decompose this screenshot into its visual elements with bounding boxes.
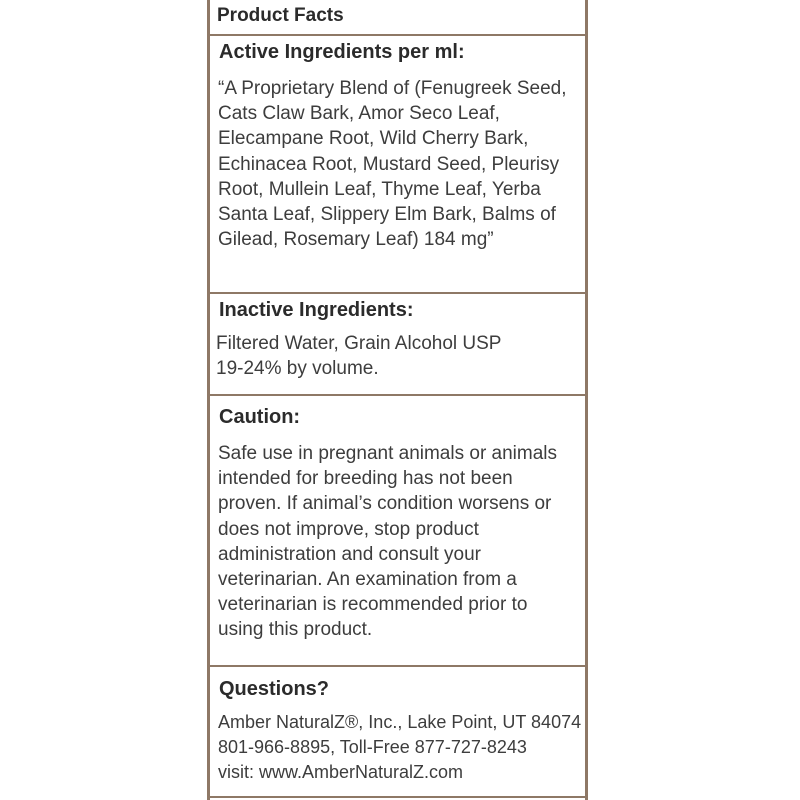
active-ingredients-heading: Active Ingredients per ml: [219, 41, 465, 63]
divider [210, 665, 585, 667]
text-line: Echinacea Root, Mustard Seed, Pleurisy [218, 153, 560, 175]
text-line: Filtered Water, Grain Alcohol USP [216, 333, 502, 354]
product-facts-panel [207, 0, 588, 800]
text-line: intended for breeding has not been [218, 468, 513, 490]
text-line: veterinarian. An examination from a [218, 569, 517, 591]
text-line: proven. If animal’s condition worsens or [218, 493, 552, 515]
text-line: Cats Claw Bark, Amor Seco Leaf, [218, 103, 500, 125]
text-line: Root, Mullein Leaf, Thyme Leaf, Yerba [218, 178, 541, 200]
active-ingredients-text [218, 76, 593, 252]
divider [210, 394, 585, 396]
questions-text [218, 710, 593, 786]
divider [210, 292, 585, 294]
text-line: Santa Leaf, Slippery Elm Bark, Balms of [218, 204, 556, 226]
text-line: Elecampane Root, Wild Cherry Bark, [218, 128, 529, 150]
website-link[interactable]: visit: www.AmberNaturalZ.com [218, 762, 464, 783]
text-line: “A Proprietary Blend of (Fenugreek Seed, [218, 78, 567, 99]
text-line: 19-24% by volume. [216, 358, 379, 380]
text-line: Gilead, Rosemary Leaf) 184 mg” [218, 229, 494, 251]
divider [210, 34, 585, 36]
caution-text [218, 441, 593, 643]
contact-line: 801-966-8895, Toll-Free 877-727-8243 [218, 737, 527, 758]
divider [210, 796, 585, 798]
text-line: using this product. [218, 619, 373, 641]
panel-title: Product Facts [217, 5, 344, 26]
text-line: Safe use in pregnant animals or animals [218, 443, 558, 464]
text-line: veterinarian is recommended prior to [218, 594, 528, 616]
questions-heading: Questions? [219, 678, 330, 700]
text-line: administration and consult your [218, 543, 481, 565]
inactive-ingredients-heading: Inactive Ingredients: [219, 299, 414, 321]
contact-line: Amber NaturalZ®, Inc., Lake Point, UT 84074 [218, 712, 582, 732]
inactive-ingredients-text [216, 331, 591, 381]
caution-heading: Caution: [219, 406, 301, 428]
text-line: does not improve, stop product [218, 518, 479, 540]
